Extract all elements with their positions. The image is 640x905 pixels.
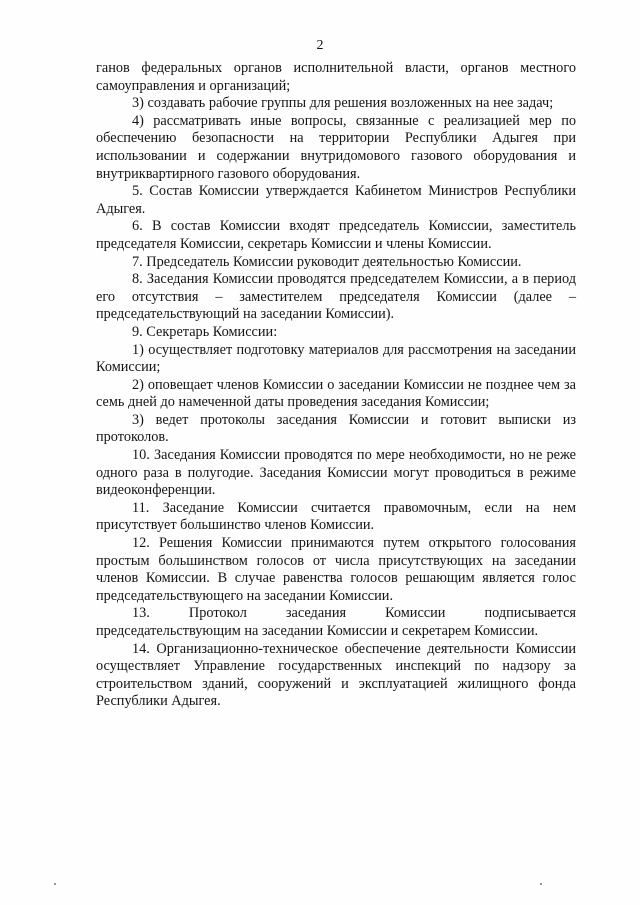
paragraph-7: 7. Председатель Комиссии руководит деятельностью Комиссии.: [132, 253, 522, 270]
paragraph-12: 12. Решения Комиссии принимаются путем открытого голосования простым большинством голосов от числа присутствующих на заседании членов Комиссии. В случае равенства голосов решающим является голос председательствующего на заседании Комиссии.: [96, 535, 576, 604]
paragraph-9-item-3: 3) ведет протоколы заседания Комиссии и готовит выписки из протоколов.: [96, 411, 576, 446]
document-body: [96, 60, 576, 711]
scan-speck: [540, 883, 542, 885]
paragraph-8: 8. Заседания Комиссии проводятся председателем Комиссии, а в период его отсутствия – заместителем председателя Комиссии (далее – председательствующий на заседании Комиссии).: [96, 271, 576, 323]
paragraph-continuation: ганов федеральных органов исполнительной власти, органов местного самоуправления и организаций;: [96, 60, 576, 94]
scan-speck: [54, 883, 56, 885]
paragraph-6: 6. В состав Комиссии входят председатель Комиссии, заместитель председателя Комиссии, секретарь Комиссии и члены Комиссии.: [96, 218, 576, 252]
paragraph-14: 14. Организационно-техническое обеспечение деятельности Комиссии осуществляет Управление государственных инспекций по надзору за строительством зданий, сооружений и эксплуатацией жилищного фонда Республики Адыгея.: [96, 640, 576, 710]
paragraph-13: 13. Протокол заседания Комиссии подписывается председательствующим на заседании Комиссии и секретарем Комиссии.: [96, 605, 576, 639]
paragraph-5: 5. Состав Комиссии утверждается Кабинетом Министров Республики Адыгея.: [96, 183, 576, 217]
paragraph-item-4: 4) рассматривать иные вопросы, связанные с реализацией мер по обеспечению безопасности на территории Республики Адыгея при использовании и содержании внутридомового газового оборудования и внутриквартирного газового оборудования.: [96, 112, 576, 182]
paragraph-9-item-1: 1) осуществляет подготовку материалов для рассмотрения на заседании Комиссии;: [96, 341, 576, 376]
page-number: 2: [316, 38, 324, 53]
paragraph-11: 11. Заседание Комиссии считается правомочным, если на нем присутствует большинство членов Комиссии.: [96, 499, 576, 534]
paragraph-10: 10. Заседания Комиссии проводятся по мере необходимости, но не реже одного раза в полугодие. Заседания Комиссии могут проводиться в режиме видеоконференции.: [96, 447, 576, 499]
paragraph-9-item-2: 2) оповещает членов Комиссии о заседании Комиссии не позднее чем за семь дней до намеченной даты проведения заседания Комиссии;: [96, 376, 576, 411]
paragraph-item-3: 3) создавать рабочие группы для решения возложенных на нее задач;: [132, 95, 554, 112]
paragraph-9: 9. Секретарь Комиссии:: [132, 323, 278, 340]
